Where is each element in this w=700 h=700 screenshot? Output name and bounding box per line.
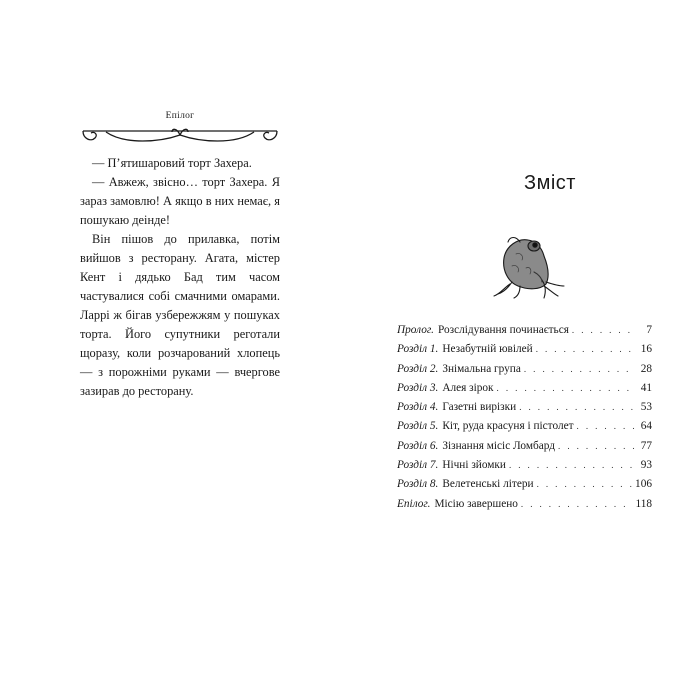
toc-entry-page: 16 [640, 343, 652, 356]
toc-entry[interactable] [397, 363, 652, 382]
toc-entry-label: Епілог. [397, 497, 431, 510]
scroll-ornament-icon [80, 122, 280, 150]
toc-entry[interactable] [397, 420, 652, 439]
table-of-contents [397, 324, 652, 517]
toc-entry[interactable] [397, 324, 652, 343]
toc-entry-title: Нічні зйомки [442, 459, 506, 472]
toc-entry[interactable] [397, 440, 652, 459]
toc-leader-dots [524, 364, 635, 374]
toc-entry-label: Розділ 4. [397, 401, 439, 414]
toc-entry-label: Розділ 2. [397, 362, 439, 375]
toc-entry-title: Знімальна група [442, 362, 521, 375]
toc-entry-label: Розділ 7. [397, 459, 439, 472]
toc-entry-title: Велетенські літери [442, 478, 534, 491]
toc-leader-dots [536, 344, 635, 354]
toc-entry-label: Розділ 8. [397, 478, 439, 491]
toc-entry-page: 7 [646, 324, 652, 336]
toc-leader-dots [537, 479, 632, 489]
toc-entry-title: Місію завершено [434, 497, 518, 510]
toc-entry[interactable] [397, 498, 652, 517]
toc-entry[interactable] [397, 459, 652, 478]
toc-leader-dots [572, 325, 635, 335]
toc-title: Зміст [524, 172, 576, 194]
toc-entry-page: 41 [640, 381, 652, 394]
paragraph: — П’ятишаровий торт Захера. [92, 156, 252, 170]
paragraph: Він пішов до прилавка, потім вийшов з ресторану. Агата, містер Кент і дядько Бад тим часом частувалися собі смачними омарами. Ларрі ж бігав узбережжям у пошуках торта. Його супутники реготали щоразу, коли розчарований хлопець — з порожніми руками — вчергове зазирав до ресторану. [80, 232, 280, 398]
toc-entry-label: Розділ 1. [397, 343, 439, 356]
toc-leader-dots [558, 441, 635, 451]
toc-entry-label: Розділ 6. [397, 439, 439, 452]
toc-entry[interactable] [397, 478, 652, 497]
body-text [80, 154, 280, 401]
toc-leader-dots [509, 460, 635, 470]
frog-icon [490, 232, 570, 300]
toc-leader-dots [497, 383, 635, 393]
toc-leader-dots [521, 499, 633, 509]
toc-entry[interactable] [397, 382, 652, 401]
paragraph: — Авжеж, звісно… торт Захера. Я зараз замовлю! А якщо в них немає, я пошукаю деінде! [80, 175, 280, 227]
toc-entry-title: Незабутній ювілей [442, 343, 533, 356]
toc-entry-title: Кіт, руда красуня і пістолет [442, 420, 574, 433]
toc-entry-page: 53 [640, 401, 652, 414]
toc-entry-page: 77 [640, 439, 652, 452]
toc-entry-title: Алея зірок [442, 381, 494, 394]
toc-entry-page: 64 [640, 420, 652, 433]
toc-entry-page: 118 [635, 497, 652, 510]
toc-entry-page: 106 [635, 478, 652, 491]
toc-entry-label: Розділ 5. [397, 420, 439, 433]
toc-entry-page: 28 [640, 362, 652, 375]
toc-entry[interactable] [397, 401, 652, 420]
running-head: Епілог [165, 111, 195, 121]
toc-entry-page: 93 [640, 459, 652, 472]
toc-entry-title: Розслідування починається [437, 324, 569, 336]
toc-entry-title: Газетні вирізки [442, 401, 517, 414]
toc-entry[interactable] [397, 343, 652, 362]
toc-entry-label: Розділ 3. [397, 381, 439, 394]
toc-entry-label: Пролог. [397, 324, 434, 336]
toc-leader-dots [519, 402, 635, 412]
toc-entry-title: Зізнання місіс Ломбард [442, 439, 556, 452]
toc-leader-dots [577, 421, 635, 431]
